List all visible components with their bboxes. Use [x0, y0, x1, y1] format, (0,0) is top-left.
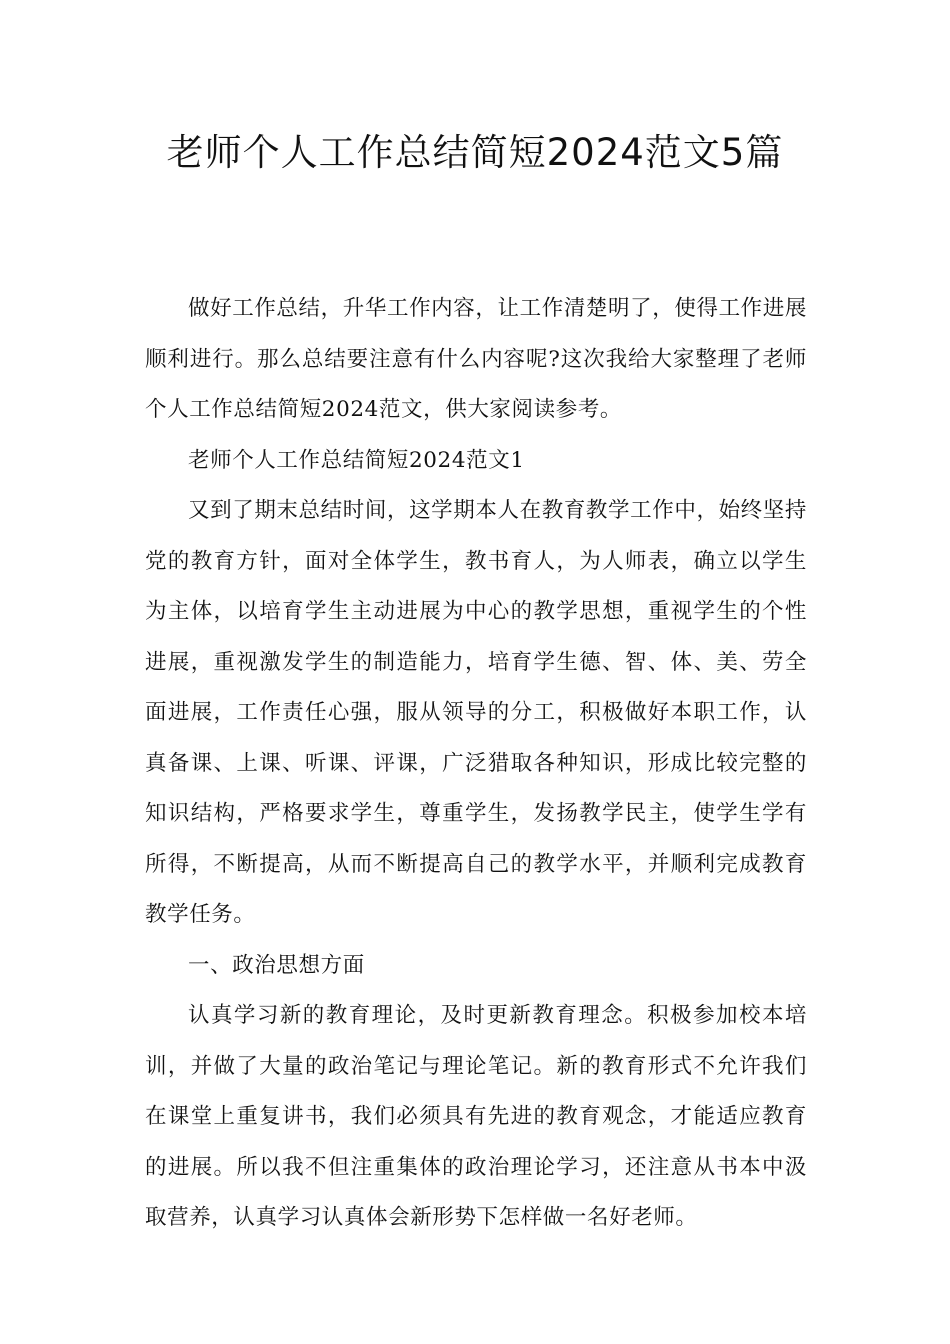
body-paragraph: 认真学习新的教育理论，及时更新教育理念。积极参加校本培训，并做了大量的政治笔记与理论笔记。新的教育形式不允许我们在课堂上重复讲书，我们必须具有先进的教育观念，才能适应教育的进展。所以我不但注重集体的政治理论学习，还注意从书本中汲取营养，认真学习认真体会新形势下怎样做一名好老师。	[145, 1003, 807, 1230]
intro-paragraph: 做好工作总结，升华工作内容，让工作清楚明了，使得工作进展顺利进行。那么总结要注意有什么内容呢?这次我给大家整理了老师个人工作总结简短2024范文，供大家阅读参考。	[145, 296, 807, 422]
section-heading-politics: 一、政治思想方面	[188, 952, 365, 978]
page-title: 老师个人工作总结简短2024范文5篇	[166, 131, 784, 174]
document-body	[145, 284, 807, 1244]
body-paragraph: 又到了期末总结时间，这学期本人在教育教学工作中，始终坚持党的教育方针，面对全体学生，教书育人，为人师表，确立以学生为主体，以培育学生主动进展为中心的教学思想，重视学生的个性进展，重视激发学生的制造能力，培育学生德、智、体、美、劳全面进展，工作责任心强，服从领导的分工，积极做好本职工作，认真备课、上课、听课、评课，广泛猎取各种知识，形成比较完整的知识结构，严格要求学生，尊重学生，发扬教学民主，使学生学有所得，不断提高，从而不断提高自己的教学水平，并顺利完成教育教学任务。	[145, 498, 807, 927]
section-heading-sample-1: 老师个人工作总结简短2024范文1	[188, 447, 525, 473]
